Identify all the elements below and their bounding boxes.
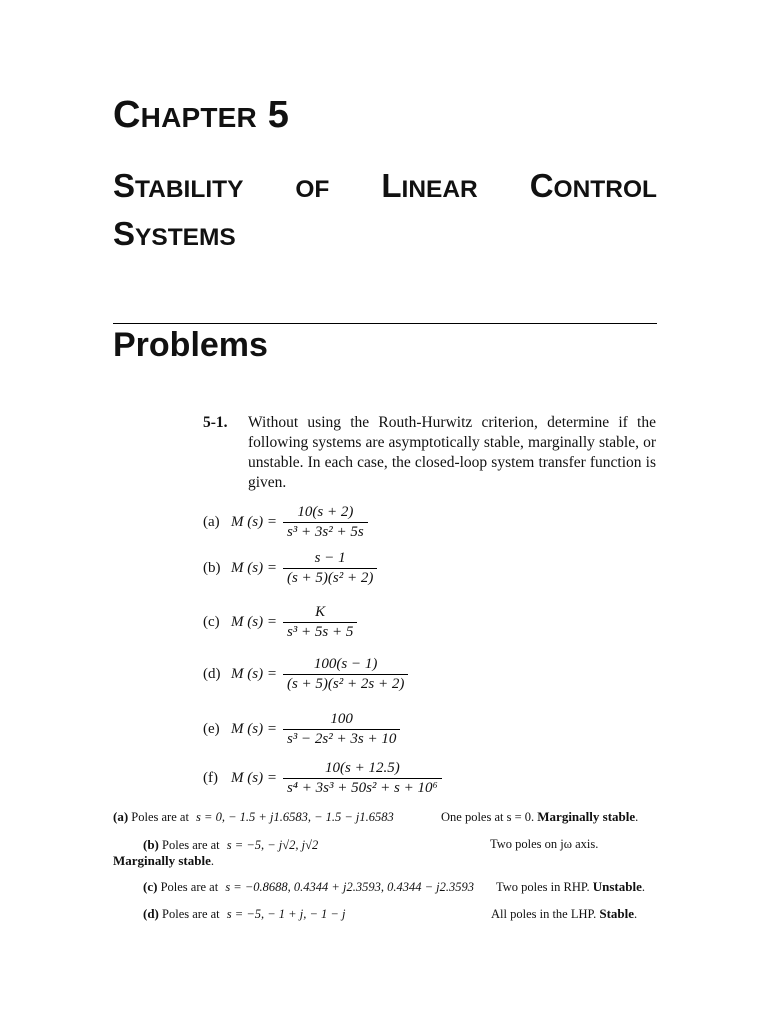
numerator: 10(s + 12.5) [324, 759, 400, 776]
title-word-systems: SYSTEMS [113, 215, 236, 252]
fraction [283, 711, 400, 748]
numerator: s − 1 [314, 549, 346, 566]
equation-lhs: M (s) = [231, 720, 277, 737]
answer-note: All poles in the LHP. [491, 907, 597, 921]
answer-d-conclusion: All poles in the LHP. Stable. [491, 906, 638, 921]
title-word-linear: LINEAR [381, 167, 478, 204]
answer-prefix: Poles are at [131, 810, 189, 824]
title-word-control: CONTROL [529, 167, 657, 204]
answer-verdict: Marginally stable [537, 809, 636, 824]
answer-verdict: Marginally stable [113, 853, 211, 868]
denominator: s³ + 5s + 5 [283, 622, 357, 641]
equation-label: (d) [203, 665, 221, 682]
answer-poles: s = −5, − j√2, j√2 [226, 838, 319, 852]
equation-lhs: M (s) = [231, 559, 277, 576]
title-word-stability: STABILITY [113, 167, 244, 204]
answer-a [113, 809, 394, 825]
section-heading: Problems [113, 326, 268, 364]
answer-note: Two poles in RHP. [496, 880, 590, 894]
answer-poles: s = 0, − 1.5 + j1.6583, − 1.5 − j1.6583 [196, 810, 394, 824]
chapter-word: HAPTER [140, 102, 257, 133]
answer-b [143, 837, 318, 853]
chapter-title [113, 164, 657, 260]
answer-label: (c) [143, 879, 158, 894]
denominator: s³ + 3s² + 5s [283, 522, 368, 541]
fraction [283, 760, 442, 797]
answer-a-conclusion: One poles at s = 0. Marginally stable. [441, 809, 639, 824]
answer-prefix: Poles are at [160, 880, 219, 894]
equation-a [203, 500, 368, 544]
equation-label: (a) [203, 513, 220, 530]
equation-lhs: M (s) = [231, 513, 277, 530]
denominator: (s + 5)(s² + 2) [283, 568, 377, 587]
equation-b [203, 546, 377, 590]
answer-label: (a) [113, 809, 129, 824]
denominator: s⁴ + 3s³ + 50s² + s + 10⁶ [283, 778, 442, 797]
chapter-first-letter: C [113, 94, 141, 136]
answer-verdict: Unstable [592, 879, 642, 894]
problem-number: 5-1. [203, 414, 228, 431]
answer-label: (b) [143, 837, 159, 852]
answer-label: (d) [143, 906, 159, 921]
answer-c [143, 879, 474, 895]
answer-prefix: Poles are at [162, 907, 220, 921]
answer-b-note: Two poles on jω axis. [490, 837, 599, 851]
answer-d [143, 906, 345, 922]
chapter-title-line-1 [113, 164, 657, 212]
equation-c [203, 600, 357, 644]
answer-poles: s = −5, − 1 + j, − 1 − j [226, 907, 346, 921]
equation-label: (f) [203, 769, 218, 786]
section-divider [113, 323, 657, 324]
denominator: s³ − 2s² + 3s + 10 [283, 729, 400, 748]
equation-d [203, 652, 408, 696]
fraction [283, 550, 377, 587]
equation-e [203, 707, 400, 751]
answer-prefix: Poles are at [162, 838, 220, 852]
answer-c-conclusion: Two poles in RHP. Unstable. [496, 879, 645, 894]
answer-note: One poles at s = 0. [441, 810, 535, 824]
chapter-title-line-2 [113, 212, 657, 260]
fraction [283, 604, 357, 641]
denominator: (s + 5)(s² + 2s + 2) [283, 674, 408, 693]
numerator: K [315, 603, 326, 620]
answer-poles: s = −0.8688, 0.4344 + j2.3593, 0.4344 − j2.3593 [225, 880, 474, 894]
equation-lhs: M (s) = [231, 613, 277, 630]
numerator: 10(s + 2) [297, 503, 354, 520]
title-word-of: OF [295, 176, 330, 203]
chapter-number: 5 [267, 94, 290, 136]
equation-f [203, 756, 442, 800]
equation-label: (c) [203, 613, 220, 630]
answer-b-verdict-line: Marginally stable. [113, 853, 214, 868]
fraction [283, 656, 408, 693]
equation-label: (e) [203, 720, 220, 737]
equation-lhs: M (s) = [231, 769, 277, 786]
equation-lhs: M (s) = [231, 665, 277, 682]
fraction [283, 504, 368, 541]
equation-label: (b) [203, 559, 221, 576]
problem-statement: Without using the Routh-Hurwitz criterion, determine if the following systems are asymptotically stable, marginally stable, or unstable. In each case, the closed-loop system transfer function is given. [248, 414, 656, 491]
numerator: 100(s − 1) [313, 655, 378, 672]
chapter-heading [113, 96, 289, 134]
answer-verdict: Stable [599, 906, 635, 921]
numerator: 100 [330, 710, 353, 727]
